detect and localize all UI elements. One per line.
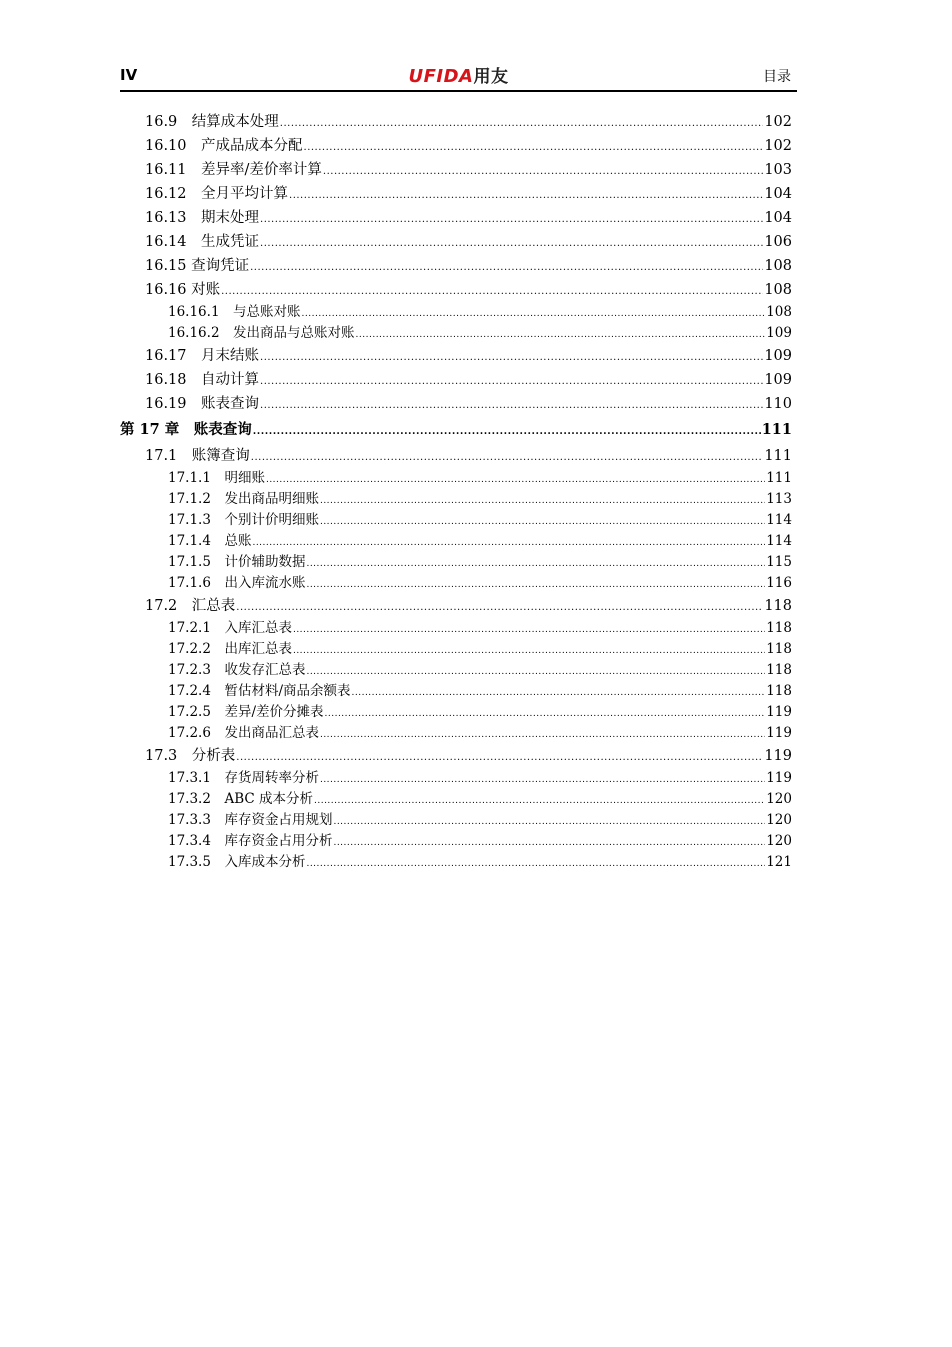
toc-entry-title: 16.13 期末处理 — [145, 210, 260, 226]
table-of-contents — [120, 110, 792, 873]
toc-entry-title: 16.16 对账 — [145, 282, 221, 298]
toc-entry-page: 104 — [764, 186, 792, 202]
ufida-logo — [120, 62, 797, 87]
dot-leader — [320, 725, 765, 746]
toc-entry-title: 17.3.4 库存资金占用分析 — [168, 833, 333, 849]
dot-leader — [306, 854, 765, 875]
toc-entry[interactable] — [120, 573, 792, 594]
dot-leader — [320, 770, 765, 791]
toc-entry-title: 16.16.1 与总账对账 — [168, 304, 301, 320]
section-name: 目录 — [763, 69, 791, 85]
toc-entry[interactable] — [120, 134, 792, 158]
toc-entry[interactable] — [120, 206, 792, 230]
dot-leader — [306, 554, 765, 575]
toc-entry-title: 16.16.2 发出商品与总账对账 — [168, 325, 355, 341]
dot-leader — [266, 470, 765, 491]
dot-leader — [236, 746, 763, 770]
dot-leader — [320, 512, 765, 533]
dot-leader — [314, 791, 765, 812]
toc-entry-title: 17.2.5 差异/差价分摊表 — [168, 704, 324, 720]
toc-entry-page: 115 — [766, 554, 792, 570]
dot-leader — [304, 136, 764, 160]
toc-entry-title: 16.11 差异率/差价率计算 — [145, 162, 322, 178]
toc-entry[interactable] — [120, 510, 792, 531]
toc-entry[interactable] — [120, 392, 792, 416]
toc-entry-page: 111 — [764, 448, 792, 464]
toc-entry-title: 17.2.3 收发存汇总表 — [168, 662, 306, 678]
toc-entry[interactable] — [120, 368, 792, 392]
dot-leader — [323, 160, 763, 184]
toc-entry[interactable] — [120, 489, 792, 510]
toc-entry[interactable] — [120, 852, 792, 873]
toc-entry-page: 120 — [766, 833, 792, 849]
dot-leader — [260, 370, 763, 394]
toc-entry[interactable] — [120, 182, 792, 206]
dot-leader — [333, 833, 765, 854]
toc-entry-page: 111 — [766, 470, 792, 486]
dot-leader — [260, 394, 763, 418]
dot-leader — [302, 304, 766, 325]
toc-entry[interactable] — [120, 323, 792, 344]
page-number: IV — [120, 66, 138, 84]
dot-leader — [293, 641, 765, 662]
toc-entry-page: 102 — [764, 114, 792, 130]
toc-entry-title: 16.12 全月平均计算 — [145, 186, 289, 202]
toc-entry[interactable] — [120, 723, 792, 744]
toc-entry-page: 111 — [761, 421, 792, 438]
dot-leader — [306, 662, 765, 683]
toc-entry[interactable] — [120, 254, 792, 278]
toc-entry-title: 17.2 汇总表 — [145, 598, 236, 614]
toc-entry-title: 16.18 自动计算 — [145, 372, 260, 388]
toc-entry-page: 103 — [764, 162, 792, 178]
toc-entry-title: 17.1 账簿查询 — [145, 448, 250, 464]
toc-entry-page: 106 — [764, 234, 792, 250]
toc-entry[interactable] — [120, 768, 792, 789]
page-header — [120, 60, 797, 92]
toc-entry-title: 17.2.6 发出商品汇总表 — [168, 725, 319, 741]
toc-entry-title: 17.1.6 出入库流水账 — [168, 575, 306, 591]
toc-entry[interactable] — [120, 344, 792, 368]
dot-leader — [280, 112, 764, 136]
dot-leader — [356, 325, 766, 346]
dot-leader — [325, 704, 766, 725]
dot-leader — [260, 346, 763, 370]
dot-leader — [221, 280, 763, 304]
toc-entry-title: 17.1.4 总账 — [168, 533, 252, 549]
toc-entry[interactable] — [120, 810, 792, 831]
toc-entry-page: 108 — [764, 258, 792, 274]
toc-entry-page: 109 — [766, 325, 792, 341]
toc-entry-page: 120 — [766, 812, 792, 828]
toc-entry[interactable] — [120, 789, 792, 810]
toc-entry[interactable] — [120, 639, 792, 660]
toc-entry-title: 17.3 分析表 — [145, 748, 236, 764]
toc-entry-title: 17.2.2 出库汇总表 — [168, 641, 292, 657]
toc-entry-page: 120 — [766, 791, 792, 807]
dot-leader — [333, 812, 765, 833]
toc-entry[interactable] — [120, 278, 792, 302]
toc-entry-title: 17.1.3 个别计价明细账 — [168, 512, 319, 528]
toc-entry[interactable] — [120, 702, 792, 723]
toc-entry[interactable] — [120, 444, 792, 468]
toc-entry-page: 102 — [764, 138, 792, 154]
toc-entry-title: 17.1.5 计价辅助数据 — [168, 554, 306, 570]
dot-leader — [253, 418, 761, 446]
toc-entry[interactable] — [120, 230, 792, 254]
dot-leader — [352, 683, 766, 704]
toc-entry[interactable] — [120, 744, 792, 768]
toc-entry-page: 109 — [764, 372, 792, 388]
dot-leader — [289, 184, 763, 208]
toc-entry-page: 118 — [766, 641, 792, 657]
toc-entry-title: 16.17 月末结账 — [145, 348, 260, 364]
toc-entry[interactable] — [120, 468, 792, 489]
toc-entry-title: 17.2.1 入库汇总表 — [168, 620, 292, 636]
toc-entry-page: 118 — [764, 598, 792, 614]
dot-leader — [260, 208, 763, 232]
toc-entry-page: 114 — [766, 512, 792, 528]
toc-entry-page: 116 — [766, 575, 792, 591]
toc-entry-title: 17.1.2 发出商品明细账 — [168, 491, 319, 507]
toc-entry-page: 119 — [766, 725, 792, 741]
toc-entry[interactable] — [120, 681, 792, 702]
dot-leader — [236, 596, 763, 620]
toc-entry-title: 16.14 生成凭证 — [145, 234, 260, 250]
logo-cn: 用友 — [473, 67, 509, 87]
toc-entry[interactable] — [120, 552, 792, 573]
toc-entry[interactable] — [120, 302, 792, 323]
toc-entry[interactable] — [120, 531, 792, 552]
toc-entry-page: 119 — [766, 704, 792, 720]
toc-entry-title: 16.19 账表查询 — [145, 396, 260, 412]
toc-entry-title: 第 17 章 账表查询 — [120, 421, 252, 438]
toc-entry-title: 17.3.2 ABC 成本分析 — [168, 791, 313, 807]
toc-entry-page: 104 — [764, 210, 792, 226]
toc-entry-title: 17.3.5 入库成本分析 — [168, 854, 306, 870]
toc-entry-page: 118 — [766, 620, 792, 636]
dot-leader — [251, 446, 764, 470]
toc-entry[interactable] — [120, 831, 792, 852]
toc-entry-page: 109 — [764, 348, 792, 364]
toc-entry-page: 110 — [764, 396, 792, 412]
toc-entry-page: 113 — [766, 491, 792, 507]
toc-entry-title: 17.2.4 暂估材料/商品余额表 — [168, 683, 351, 699]
dot-leader — [320, 491, 765, 512]
toc-entry-page: 114 — [766, 533, 792, 549]
toc-entry-title: 16.9 结算成本处理 — [145, 114, 279, 130]
toc-entry-title: 16.15 查询凭证 — [145, 258, 250, 274]
toc-entry-title: 17.1.1 明细账 — [168, 470, 265, 486]
dot-leader — [293, 620, 765, 641]
toc-entry[interactable] — [120, 618, 792, 639]
dot-leader — [260, 232, 763, 256]
toc-entry-title: 17.3.1 存货周转率分析 — [168, 770, 319, 786]
dot-leader — [252, 533, 765, 554]
toc-entry-page: 121 — [766, 854, 792, 870]
toc-entry-page: 108 — [766, 304, 792, 320]
dot-leader — [250, 256, 763, 280]
toc-entry-title: 16.10 产成品成本分配 — [145, 138, 303, 154]
dot-leader — [306, 575, 765, 596]
toc-entry[interactable] — [120, 416, 792, 444]
toc-entry-page: 119 — [764, 748, 792, 764]
toc-entry-page: 108 — [764, 282, 792, 298]
logo-brand: UFIDA — [408, 66, 474, 87]
toc-entry-title: 17.3.3 库存资金占用规划 — [168, 812, 333, 828]
toc-entry[interactable] — [120, 594, 792, 618]
toc-entry[interactable] — [120, 660, 792, 681]
toc-entry[interactable] — [120, 158, 792, 182]
toc-entry-page: 118 — [766, 683, 792, 699]
toc-entry[interactable] — [120, 110, 792, 134]
toc-entry-page: 118 — [766, 662, 792, 678]
toc-entry-page: 119 — [766, 770, 792, 786]
